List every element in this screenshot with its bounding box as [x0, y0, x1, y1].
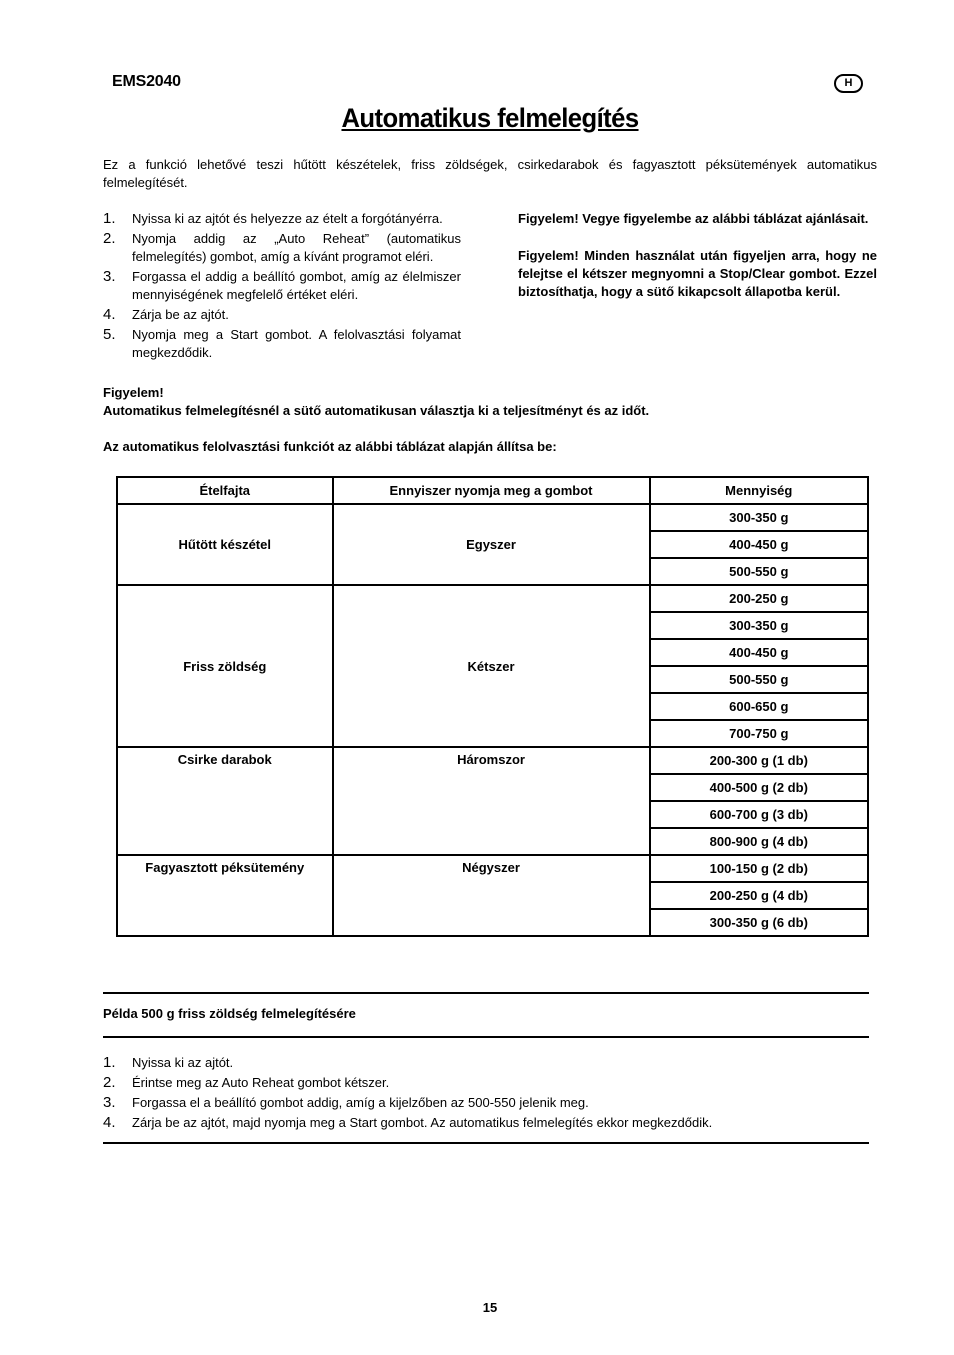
- step-number: 3.: [103, 1094, 116, 1111]
- quantity-cell: 100-150 g (2 db): [650, 855, 868, 882]
- quantity-cell: 600-700 g (3 db): [650, 801, 868, 828]
- notice-text: Automatikus felmelegítésnél a sütő automatikusan választja ki a teljesítményt és az időt.: [103, 403, 650, 418]
- step-item: [103, 210, 461, 228]
- quantity-cell: 200-300 g (1 db): [650, 747, 868, 774]
- step-number: 4.: [103, 1114, 116, 1131]
- table-row: [117, 855, 868, 882]
- quantity-cell: 600-650 g: [650, 693, 868, 720]
- presses-cell: Háromszor: [333, 747, 650, 855]
- step-item: [103, 230, 461, 266]
- step-item: [103, 306, 461, 324]
- divider: [103, 992, 869, 994]
- notice-heading: Figyelem!: [103, 385, 164, 400]
- step-item: [103, 1114, 883, 1132]
- step-text: Nyissa ki az ajtót.: [132, 1055, 234, 1070]
- table-row: [117, 585, 868, 612]
- quantity-cell: 300-350 g (6 db): [650, 909, 868, 936]
- language-badge: H: [834, 74, 863, 93]
- step-text: Nyissa ki az ajtót és helyezze az ételt a forgótányérra.: [132, 211, 443, 226]
- model-number: EMS2040: [112, 73, 181, 90]
- quantity-cell: 400-500 g (2 db): [650, 774, 868, 801]
- quantity-cell: 800-900 g (4 db): [650, 828, 868, 855]
- table-row: [117, 504, 868, 531]
- quantity-cell: 500-550 g: [650, 666, 868, 693]
- intro-paragraph: Ez a funkció lehetővé teszi hűtött készételek, friss zöldségek, csirkedarabok és fagyasztott péksütemények automatikus felmelegítését.: [103, 157, 877, 190]
- quantity-cell: 400-450 g: [650, 639, 868, 666]
- quantity-cell: 300-350 g: [650, 504, 868, 531]
- step-number: 1.: [103, 210, 116, 227]
- column-header-quantity: Mennyiség: [650, 477, 868, 504]
- step-item: [103, 1094, 883, 1112]
- table-row: [117, 747, 868, 774]
- quantity-cell: 400-450 g: [650, 531, 868, 558]
- quantity-cell: 300-350 g: [650, 612, 868, 639]
- step-item: [103, 1054, 883, 1072]
- step-number: 3.: [103, 268, 116, 285]
- step-number: 5.: [103, 326, 116, 343]
- food-type-cell: Csirke darabok: [117, 747, 333, 855]
- step-text: Forgassa el a beállító gombot addig, amíg a kijelzőben az 500-550 jelenik meg.: [132, 1095, 589, 1110]
- table-intro: Az automatikus felolvasztási funkciót az alábbi táblázat alapján állítsa be:: [103, 439, 557, 454]
- step-text: Nyomja addig az „Auto Reheat” (automatikus felmelegítés) gombot, amíg a kívánt programot eléri.: [132, 231, 461, 264]
- food-type-cell: Hűtött készétel: [117, 504, 333, 585]
- step-number: 2.: [103, 230, 116, 247]
- step-number: 2.: [103, 1074, 116, 1091]
- quantity-cell: 200-250 g: [650, 585, 868, 612]
- food-type-cell: Friss zöldség: [117, 585, 333, 747]
- step-number: 1.: [103, 1054, 116, 1071]
- step-text: Forgassa el addig a beállító gombot, amíg az élelmiszer mennyiségének megfelelő értéket eléri.: [132, 269, 461, 302]
- divider: [103, 1036, 869, 1038]
- quantity-cell: 500-550 g: [650, 558, 868, 585]
- divider: [103, 1142, 869, 1144]
- step-item: [103, 268, 461, 304]
- page-number: 15: [482, 1300, 498, 1315]
- column-header-presses: Ennyiszer nyomja meg a gombot: [333, 477, 650, 504]
- warning-text: Figyelem! Minden használat után figyeljen arra, hogy ne felejtse el kétszer megnyomni a Stop/Clear gombot. Ezzel biztosíthatja, hogy a sütő kikapcsolt állapotba kerül.: [518, 248, 877, 299]
- page-title: Automatikus felmelegítés: [341, 103, 639, 133]
- table-header-row: [117, 477, 868, 504]
- instruction-steps: [103, 210, 461, 364]
- quantity-cell: 200-250 g (4 db): [650, 882, 868, 909]
- step-text: Nyomja meg a Start gombot. A felolvasztási folyamat megkezdődik.: [132, 327, 461, 360]
- step-number: 4.: [103, 306, 116, 323]
- presses-cell: Négyszer: [333, 855, 650, 936]
- step-item: [103, 1074, 883, 1092]
- notice-block: [103, 384, 883, 420]
- presses-cell: Kétszer: [333, 585, 650, 747]
- step-text: Zárja be az ajtót.: [132, 307, 229, 322]
- example-title: Példa 500 g friss zöldség felmelegítésére: [103, 1006, 356, 1021]
- quantity-cell: 700-750 g: [650, 720, 868, 747]
- column-header-food: Ételfajta: [117, 477, 333, 504]
- reheat-table: [116, 476, 869, 937]
- warning-text: Figyelem! Vegye figyelembe az alábbi táblázat ajánlásait.: [518, 211, 869, 226]
- food-type-cell: Fagyasztott péksütemény: [117, 855, 333, 936]
- warnings-block: [518, 210, 877, 320]
- step-item: [103, 326, 461, 362]
- presses-cell: Egyszer: [333, 504, 650, 585]
- example-steps: [103, 1054, 883, 1134]
- step-text: Érintse meg az Auto Reheat gombot kétszer.: [132, 1075, 390, 1090]
- step-text: Zárja be az ajtót, majd nyomja meg a Start gombot. Az automatikus felmelegítés ekkor megkezdődik.: [132, 1115, 713, 1130]
